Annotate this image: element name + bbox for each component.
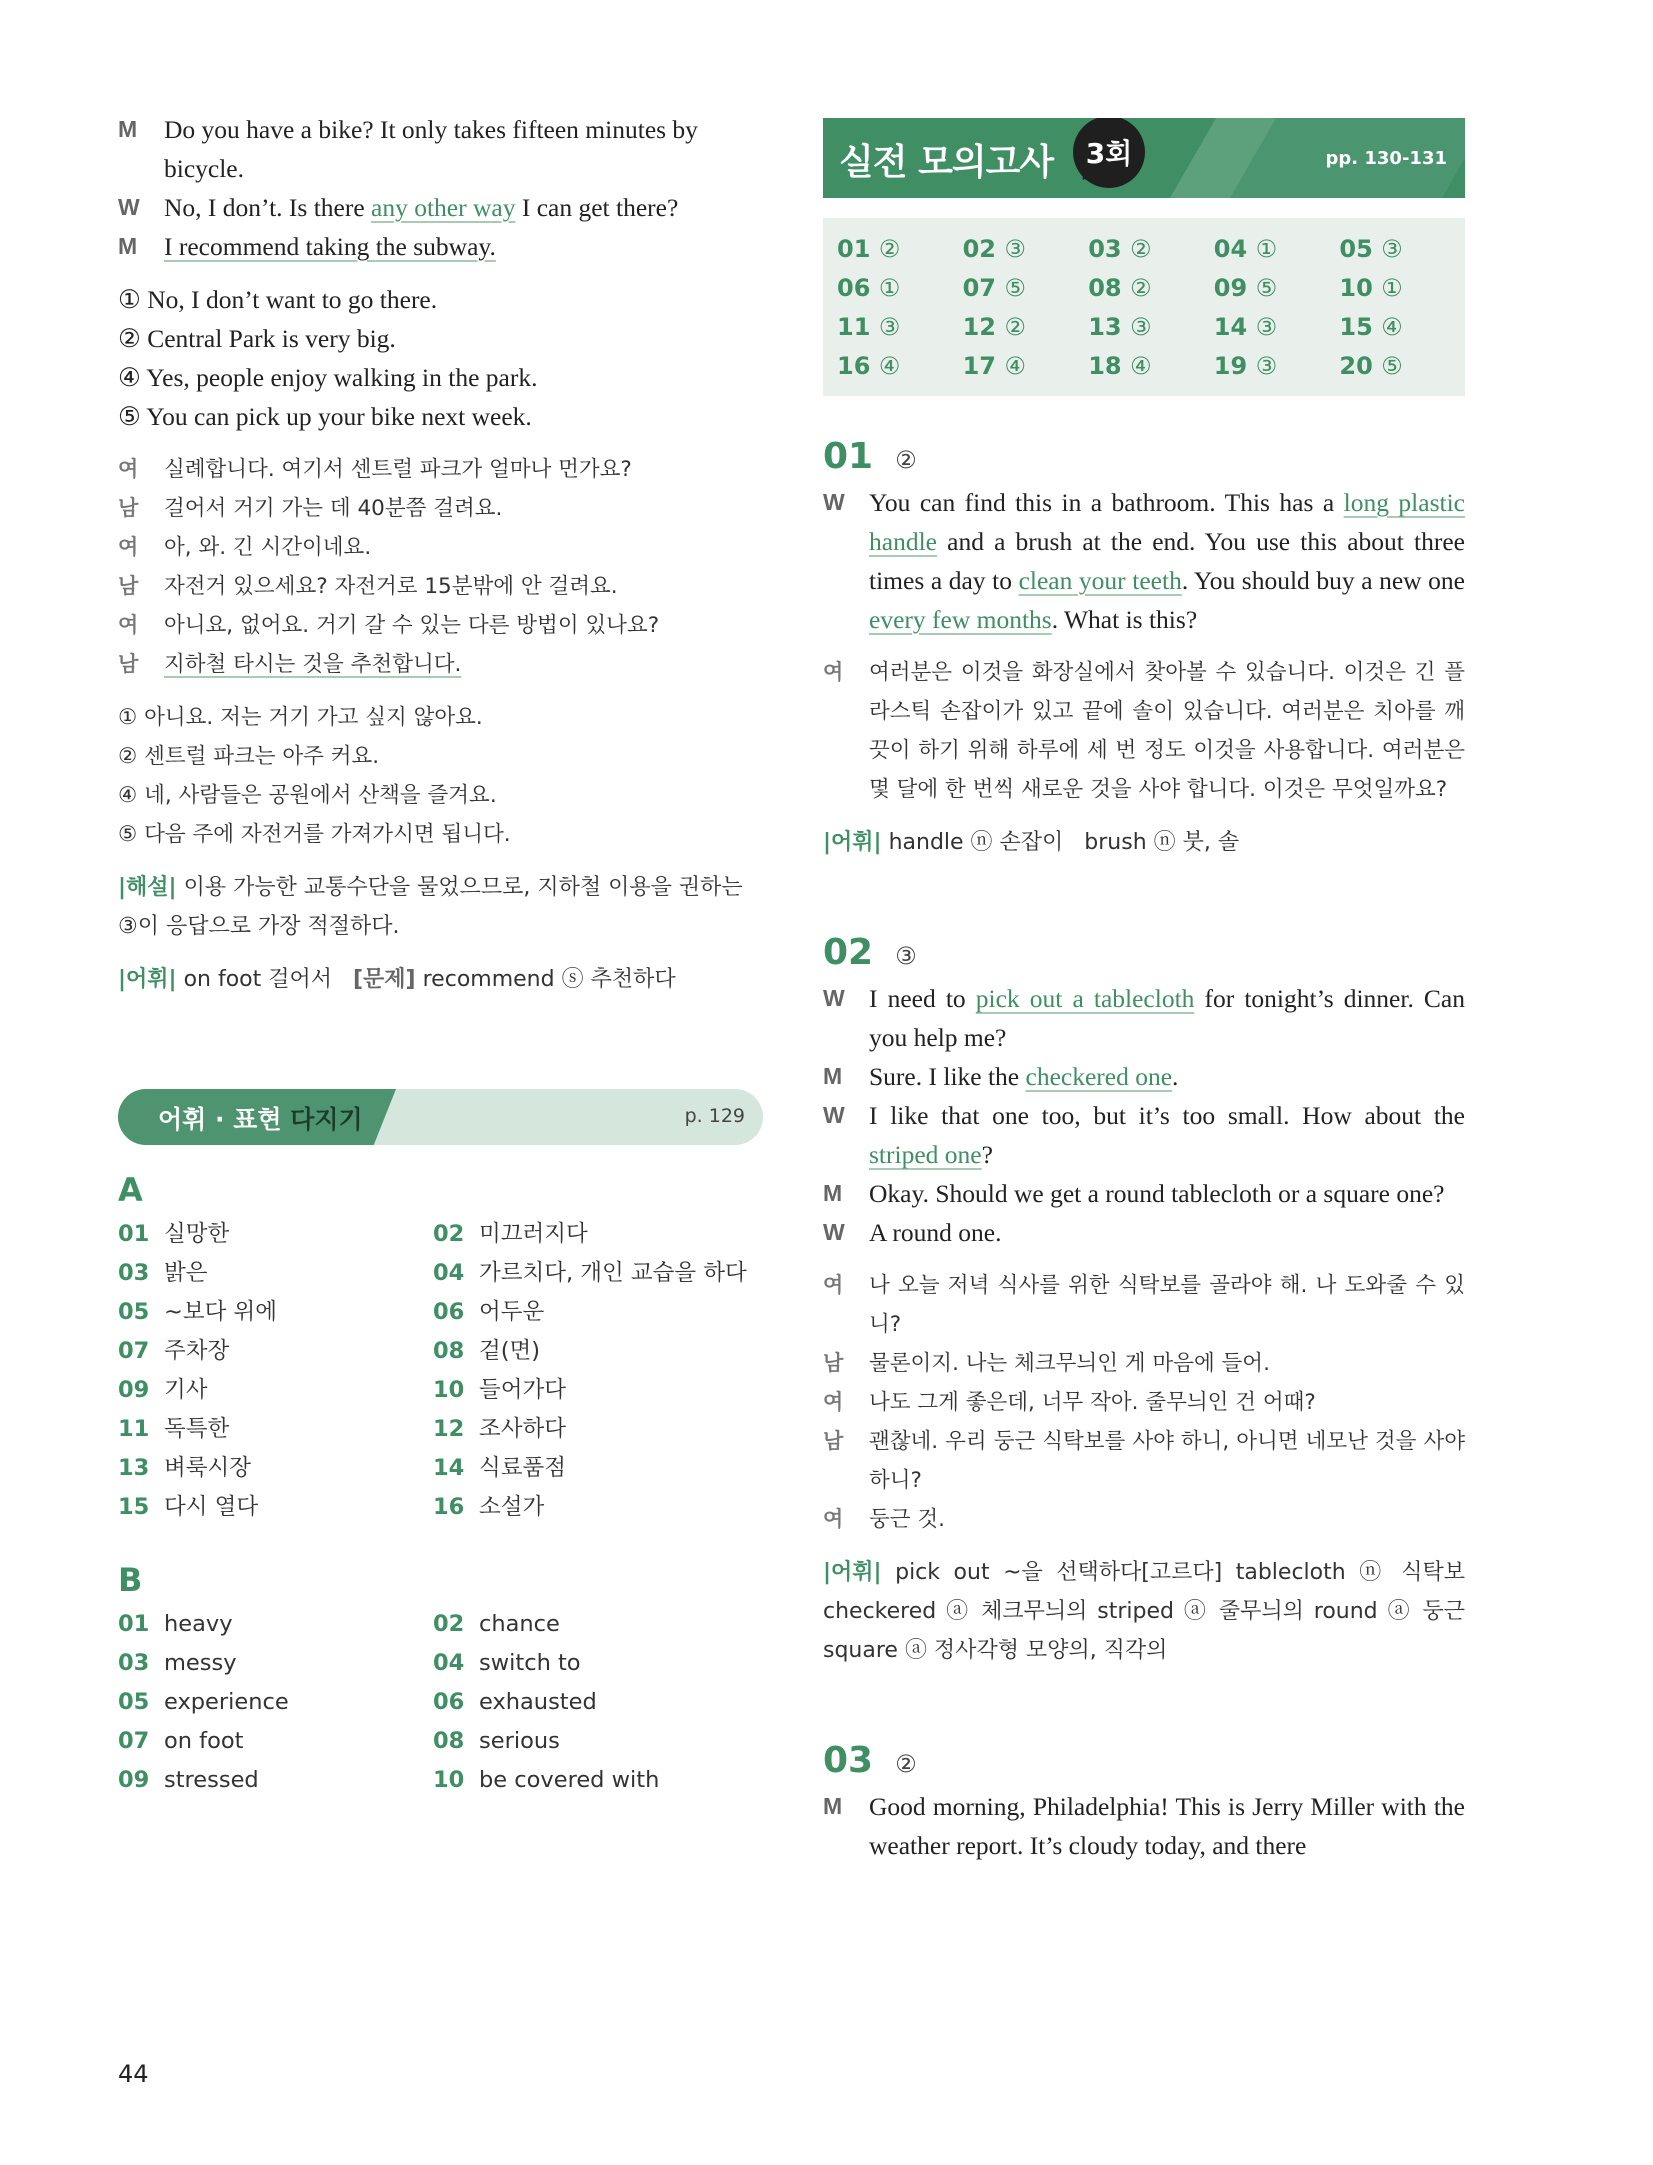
vocab-number: 03 bbox=[118, 1260, 150, 1286]
vocab-word: 식료품점 bbox=[479, 1455, 566, 1481]
option-item: ② 센트럴 파크는 아주 커요. bbox=[118, 744, 380, 769]
answer-number: 01 bbox=[837, 235, 879, 263]
speaker-label: M bbox=[823, 1793, 843, 1819]
q-prev-korean-options bbox=[118, 698, 763, 854]
underlined-phrase: pick out a tablecloth bbox=[975, 984, 1195, 1013]
dialogue-line bbox=[823, 483, 1465, 639]
vocab-number: 07 bbox=[118, 1728, 150, 1754]
answer-item bbox=[1088, 308, 1214, 347]
answer-item bbox=[837, 347, 963, 386]
answer-choice: ③ bbox=[1255, 352, 1278, 380]
explanation bbox=[118, 868, 763, 946]
vocab-number: 05 bbox=[118, 1689, 150, 1715]
answer-choice: ② bbox=[1129, 235, 1152, 263]
dialogue-text bbox=[869, 979, 1465, 1057]
dialogue-text bbox=[164, 227, 763, 266]
answer-choice: ⑤ bbox=[1255, 274, 1278, 302]
vocab-word: 들어가다 bbox=[479, 1377, 566, 1403]
q02-header bbox=[823, 932, 1465, 973]
dialogue-text bbox=[869, 483, 1465, 639]
korean-text: 자전거 있으세요? 자전거로 15분밖에 안 걸려요. bbox=[164, 574, 618, 599]
speaker-label: 여 bbox=[823, 1507, 844, 1531]
answer-number: 15 bbox=[1339, 313, 1382, 341]
speaker-label: 남 bbox=[823, 1429, 844, 1453]
text-run: No, I don’t. Is there bbox=[164, 193, 372, 222]
vocab-item bbox=[433, 1332, 763, 1371]
option-item: ① No, I don’t want to go there. bbox=[118, 285, 438, 314]
answer-choice: ① bbox=[1255, 235, 1278, 263]
answer-key bbox=[823, 218, 1465, 396]
answer-number: 02 bbox=[962, 235, 1005, 263]
vocab-word: 가르치다, 개인 교습을 하다 bbox=[479, 1260, 747, 1286]
korean-text: 아, 와. 긴 시간이네요. bbox=[164, 535, 372, 560]
dialogue-line bbox=[823, 1057, 1465, 1096]
q01-number: 01 bbox=[823, 436, 874, 477]
speaker-label: 남 bbox=[118, 574, 139, 598]
answer-item bbox=[1339, 347, 1465, 386]
answer-item bbox=[1339, 269, 1465, 308]
text-run: . What is this? bbox=[1051, 605, 1198, 634]
text-run: Sure. I like the bbox=[869, 1062, 1026, 1091]
speaker-label: M bbox=[823, 1063, 843, 1089]
underlined-phrase: any other way bbox=[371, 193, 516, 222]
vocab-number: 14 bbox=[433, 1455, 465, 1481]
vocab-number: 10 bbox=[433, 1377, 465, 1403]
dialogue-text bbox=[869, 1096, 1465, 1174]
answer-item bbox=[1339, 230, 1465, 269]
page-number: 44 bbox=[118, 2060, 149, 2088]
option-item: ⑤ You can pick up your bike next week. bbox=[118, 402, 532, 431]
answer-choice: ④ bbox=[1129, 352, 1152, 380]
vocab-item bbox=[433, 1410, 763, 1449]
answer-item bbox=[1088, 230, 1214, 269]
vocab-number: 06 bbox=[433, 1299, 465, 1325]
underlined-phrase: striped one bbox=[869, 1140, 982, 1169]
korean-line bbox=[823, 1344, 1465, 1383]
vocab-item bbox=[433, 1605, 763, 1644]
answer-number: 18 bbox=[1088, 352, 1130, 380]
korean-line bbox=[823, 1422, 1465, 1500]
dialogue-line bbox=[823, 1174, 1465, 1213]
vocab-number: 04 bbox=[433, 1260, 465, 1286]
speaker-label: W bbox=[823, 489, 845, 515]
q-prev-dialogue bbox=[118, 110, 763, 266]
q01-answer: ② bbox=[895, 446, 917, 474]
vocab-note bbox=[118, 960, 763, 999]
text-run: I recommend taking the subway. bbox=[164, 232, 496, 261]
q02-vocab: |어휘| pick out ~을 선택하다[고르다] tablecloth ⓝ 식탁보 checkered ⓐ 체크무늬의 striped ⓐ 줄무늬의 round ⓐ 둥근 square ⓐ 정사각형 모양의, 직각의 bbox=[823, 1560, 1466, 1663]
korean-text: 나도 그게 좋은데, 너무 작아. 줄무늬인 건 어때? bbox=[869, 1390, 1316, 1415]
answer-item bbox=[963, 347, 1089, 386]
answer-item bbox=[837, 230, 963, 269]
q01-vocab: |어휘| handle ⓝ 손잡이 brush ⓝ 붓, 솔 bbox=[823, 830, 1240, 855]
answer-number: 03 bbox=[1088, 235, 1130, 263]
vocab-word: messy bbox=[164, 1650, 237, 1676]
dialogue-line bbox=[118, 188, 763, 227]
answer-item bbox=[1214, 347, 1340, 386]
q02-answer: ③ bbox=[895, 942, 917, 970]
vocab-review-page: p. 129 bbox=[684, 1105, 745, 1127]
q03-dialogue bbox=[823, 1787, 1465, 1865]
speaker-label: W bbox=[823, 985, 845, 1011]
section-a-letter: A bbox=[118, 1171, 143, 1209]
vocab-text2: recommend ⓢ 추천하다 bbox=[422, 967, 676, 992]
answer-choice: ② bbox=[878, 235, 901, 263]
answer-number: 16 bbox=[837, 352, 879, 380]
dialogue-text bbox=[164, 188, 763, 227]
vocab-word: 소설가 bbox=[479, 1494, 545, 1520]
answer-choice: ② bbox=[1129, 274, 1152, 302]
answer-choice: ② bbox=[1004, 313, 1026, 341]
vocab-number: 09 bbox=[118, 1767, 150, 1793]
answer-number: 20 bbox=[1339, 352, 1382, 380]
text-run: I like that one too, but it’s too small. How about the bbox=[869, 1101, 1465, 1130]
vocab-number: 02 bbox=[433, 1221, 465, 1247]
korean-line bbox=[823, 1500, 1465, 1539]
vocab-number: 01 bbox=[118, 1221, 150, 1247]
korean-line bbox=[823, 1383, 1465, 1422]
dialogue-line bbox=[823, 979, 1465, 1057]
vocab-item bbox=[433, 1722, 763, 1761]
vocab-item bbox=[118, 1683, 433, 1722]
dialogue-line bbox=[823, 1213, 1465, 1252]
answer-number: 08 bbox=[1088, 274, 1130, 302]
q02-number: 02 bbox=[823, 932, 874, 973]
vocab-word: serious bbox=[479, 1728, 560, 1754]
speaker-label: 여 bbox=[823, 660, 844, 684]
q01-dialogue bbox=[823, 483, 1465, 639]
vocab-word: 실망한 bbox=[164, 1221, 230, 1247]
vocab-number: 06 bbox=[433, 1689, 465, 1715]
vocab-word: 다시 열다 bbox=[164, 1494, 259, 1520]
answer-item bbox=[1214, 230, 1340, 269]
speaker-label: M bbox=[118, 116, 138, 142]
vocab-item bbox=[118, 1371, 433, 1410]
answer-choice: ① bbox=[1381, 274, 1403, 302]
right-column bbox=[823, 118, 1465, 1865]
q02-dialogue bbox=[823, 979, 1465, 1252]
underlined-phrase: every few months bbox=[869, 605, 1052, 634]
vocab-word: 겉(면) bbox=[479, 1338, 541, 1364]
vocab-item bbox=[433, 1683, 763, 1722]
vocab-word: 조사하다 bbox=[479, 1416, 566, 1442]
dialogue-text bbox=[869, 1174, 1465, 1213]
text-run: ? bbox=[981, 1140, 993, 1169]
vocab-word: on foot bbox=[164, 1728, 244, 1754]
explanation-text: 이용 가능한 교통수단을 물었으므로, 지하철 이용을 권하는 ③이 응답으로 가장 적절하다. bbox=[118, 875, 743, 939]
text-run: and a brush at the end. You use this about three times a day to bbox=[869, 527, 1465, 595]
vocab-word: 미끄러지다 bbox=[479, 1221, 588, 1247]
answer-number: 12 bbox=[962, 313, 1005, 341]
korean-line bbox=[118, 567, 763, 606]
vocab-item bbox=[118, 1761, 433, 1800]
text-run: A round one. bbox=[869, 1218, 1002, 1247]
vocab-number: 12 bbox=[433, 1416, 465, 1442]
answer-item bbox=[1088, 269, 1214, 308]
speaker-label: 여 bbox=[823, 1273, 844, 1297]
q03-number: 03 bbox=[823, 1740, 874, 1781]
section-b-grid bbox=[118, 1605, 763, 1800]
vocab-item bbox=[118, 1293, 433, 1332]
text-run: Do you have a bike? It only takes fifteen minutes by bicycle. bbox=[164, 115, 698, 183]
q-prev-options bbox=[118, 280, 763, 436]
korean-line bbox=[118, 450, 763, 489]
answer-choice: ③ bbox=[1129, 313, 1152, 341]
vocab-item bbox=[433, 1293, 763, 1332]
vocab-item bbox=[118, 1722, 433, 1761]
dialogue-text bbox=[869, 1787, 1465, 1865]
dialogue-text bbox=[164, 110, 763, 188]
vocab-number: 05 bbox=[118, 1299, 150, 1325]
answer-item bbox=[1214, 269, 1340, 308]
answer-choice: ④ bbox=[1004, 352, 1026, 380]
korean-text: 아니요, 없어요. 거기 갈 수 있는 다른 방법이 있나요? bbox=[164, 613, 660, 638]
answer-choice: ③ bbox=[1004, 235, 1026, 263]
korean-text: 괜찮네. 우리 둥근 식탁보를 사야 하니, 아니면 네모난 것을 사야 하니? bbox=[869, 1429, 1465, 1493]
vocab-word: chance bbox=[479, 1611, 560, 1637]
korean-line bbox=[823, 653, 1465, 809]
vocab-word: 어두운 bbox=[479, 1299, 545, 1325]
vocab-item bbox=[433, 1371, 763, 1410]
dialogue-line bbox=[118, 110, 763, 188]
dialogue-text bbox=[869, 1057, 1465, 1096]
vocab-word: ~보다 위에 bbox=[164, 1299, 277, 1325]
answer-number: 06 bbox=[837, 274, 879, 302]
answer-number: 13 bbox=[1088, 313, 1130, 341]
vocab-item bbox=[118, 1215, 433, 1254]
speaker-label: 여 bbox=[118, 457, 139, 481]
speaker-label: W bbox=[823, 1219, 845, 1245]
korean-line bbox=[118, 528, 763, 567]
vocab-item bbox=[118, 1332, 433, 1371]
option-item: ① 아니요. 저는 거기 가고 싶지 않아요. bbox=[118, 705, 483, 730]
vocab-review-title: 어휘 · 표현 다지기 bbox=[158, 1105, 363, 1134]
vocab-text: on foot 걸어서 bbox=[183, 967, 333, 992]
text-run: for tonight’s dinner. Can you help me? bbox=[869, 984, 1466, 1052]
vocab-number: 02 bbox=[433, 1611, 465, 1637]
vocab-word: experience bbox=[164, 1689, 289, 1715]
speaker-label: M bbox=[118, 233, 138, 259]
korean-text: 물론이지. 나는 체크무늬인 게 마음에 들어. bbox=[869, 1351, 1270, 1376]
option-item: ④ Yes, people enjoy walking in the park. bbox=[118, 363, 538, 392]
answer-choice: ③ bbox=[1255, 313, 1278, 341]
vocab-item bbox=[118, 1644, 433, 1683]
section-b-letter: B bbox=[118, 1561, 143, 1599]
practice-test-title: 실전 모의고사 bbox=[839, 142, 1054, 183]
q03-answer: ② bbox=[895, 1750, 917, 1778]
vocab-word: 독특한 bbox=[164, 1416, 230, 1442]
vocab-item bbox=[433, 1644, 763, 1683]
vocab-number: 07 bbox=[118, 1338, 150, 1364]
vocab-number: 03 bbox=[118, 1650, 150, 1676]
speaker-label: 여 bbox=[118, 613, 139, 637]
q01-header bbox=[823, 436, 1465, 477]
korean-text: 실례합니다. 여기서 센트럴 파크가 얼마나 먼가요? bbox=[164, 457, 632, 482]
answer-item bbox=[963, 269, 1089, 308]
answer-choice: ① bbox=[878, 274, 901, 302]
option-item: ② Central Park is very big. bbox=[118, 324, 396, 353]
underlined-phrase: checkered one bbox=[1025, 1062, 1173, 1091]
answer-number: 07 bbox=[962, 274, 1005, 302]
vocab-number: 08 bbox=[433, 1338, 465, 1364]
vocab-item bbox=[118, 1488, 433, 1527]
vocab-word: exhausted bbox=[479, 1689, 597, 1715]
dialogue-line bbox=[823, 1787, 1465, 1865]
korean-line bbox=[118, 606, 763, 645]
vocab-number: 15 bbox=[118, 1494, 150, 1520]
vocab-item bbox=[433, 1449, 763, 1488]
answer-item bbox=[963, 308, 1089, 347]
text-run: I can get there? bbox=[515, 193, 679, 222]
vocab-item bbox=[118, 1410, 433, 1449]
vocab-number: 09 bbox=[118, 1377, 150, 1403]
vocab-number: 11 bbox=[118, 1416, 150, 1442]
vocab-item bbox=[118, 1449, 433, 1488]
vocab-number: 01 bbox=[118, 1611, 150, 1637]
korean-text: 걸어서 거기 가는 데 40분쯤 걸려요. bbox=[164, 496, 503, 521]
vocab-tag: |어휘| bbox=[118, 967, 177, 992]
section-a-grid bbox=[118, 1215, 763, 1527]
korean-text: 둥근 것. bbox=[869, 1507, 945, 1532]
vocab-item bbox=[118, 1254, 433, 1293]
q03-header bbox=[823, 1740, 1465, 1781]
answer-number: 14 bbox=[1213, 313, 1256, 341]
speaker-label: 남 bbox=[118, 652, 139, 676]
text-run: . bbox=[1172, 1062, 1179, 1091]
answer-number: 05 bbox=[1339, 235, 1382, 263]
korean-text: 지하철 타시는 것을 추천합니다. bbox=[164, 652, 462, 677]
answer-item bbox=[837, 269, 963, 308]
answer-item bbox=[837, 308, 963, 347]
left-column bbox=[118, 110, 763, 1800]
answer-number: 17 bbox=[962, 352, 1005, 380]
speaker-label: M bbox=[823, 1180, 843, 1206]
vocab-item bbox=[118, 1605, 433, 1644]
vocab-number: 16 bbox=[433, 1494, 465, 1520]
answer-number: 10 bbox=[1339, 274, 1382, 302]
speaker-label: 남 bbox=[118, 496, 139, 520]
practice-test-banner bbox=[823, 118, 1465, 198]
text-run: Good morning, Philadelphia! This is Jerry Miller with the weather report. It’s cloudy today, and there bbox=[869, 1792, 1465, 1860]
answer-number: 19 bbox=[1213, 352, 1256, 380]
korean-text: 여러분은 이것을 화장실에서 찾아볼 수 있습니다. 이것은 긴 플라스틱 손잡이가 있고 끝에 솔이 있습니다. 여러분은 치아를 깨끗이 하기 위해 하루에 세 번 정도 이것을 사용합니다. 여러분은 몇 달에 한 번씩 새로운 것을 사야 합니다. 이것은 무엇일까요? bbox=[869, 660, 1465, 802]
answer-item bbox=[1339, 308, 1465, 347]
answer-choice: ④ bbox=[878, 352, 901, 380]
text-run: You can find this in a bathroom. This has a bbox=[869, 488, 1344, 517]
vocab-number: 13 bbox=[118, 1455, 150, 1481]
text-run: Okay. Should we get a round tablecloth or a square one? bbox=[869, 1179, 1445, 1208]
vocab-item bbox=[433, 1488, 763, 1527]
answer-number: 04 bbox=[1213, 235, 1256, 263]
option-item: ④ 네, 사람들은 공원에서 산책을 즐겨요. bbox=[118, 783, 497, 808]
vocab-tag2: [문제] bbox=[353, 967, 416, 992]
vocab-word: heavy bbox=[164, 1611, 233, 1637]
q02-korean-dialogue bbox=[823, 1266, 1465, 1539]
answer-item bbox=[1088, 347, 1214, 386]
vocab-word: 밝은 bbox=[164, 1260, 208, 1286]
vocab-number: 10 bbox=[433, 1767, 465, 1793]
answer-item bbox=[1214, 308, 1340, 347]
option-item: ⑤ 다음 주에 자전거를 가져가시면 됩니다. bbox=[118, 822, 511, 847]
dialogue-line bbox=[823, 1096, 1465, 1174]
vocab-number: 08 bbox=[433, 1728, 465, 1754]
speaker-label: 여 bbox=[118, 535, 139, 559]
q-prev-korean-dialogue bbox=[118, 450, 763, 684]
underlined-phrase: long plastic handle bbox=[869, 488, 1465, 556]
speaker-label: 여 bbox=[823, 1390, 844, 1414]
vocab-item bbox=[433, 1761, 763, 1800]
text-run: . You should buy a new one bbox=[1181, 566, 1466, 595]
dialogue-text bbox=[869, 1213, 1465, 1252]
round-label: 3회 bbox=[1085, 137, 1133, 170]
answer-number: 11 bbox=[837, 313, 879, 341]
q01-korean-dialogue bbox=[823, 653, 1465, 809]
answer-number: 09 bbox=[1213, 274, 1256, 302]
speaker-label: W bbox=[118, 194, 140, 220]
answer-choice: ③ bbox=[878, 313, 901, 341]
vocab-word: switch to bbox=[479, 1650, 581, 1676]
text-run: I need to bbox=[869, 984, 976, 1013]
answer-choice: ④ bbox=[1381, 313, 1403, 341]
vocab-item bbox=[433, 1215, 763, 1254]
explanation-tag: |해설| bbox=[118, 875, 177, 900]
vocab-word: 주차장 bbox=[164, 1338, 230, 1364]
vocab-word: 벼룩시장 bbox=[164, 1455, 251, 1481]
vocab-item bbox=[433, 1254, 763, 1293]
korean-line bbox=[823, 1266, 1465, 1344]
vocab-word: stressed bbox=[164, 1767, 259, 1793]
vocab-word: be covered with bbox=[479, 1767, 660, 1793]
practice-test-pages: pp. 130-131 bbox=[1325, 148, 1447, 169]
vocab-number: 04 bbox=[433, 1650, 465, 1676]
answer-choice: ⑤ bbox=[1004, 274, 1026, 302]
korean-line bbox=[118, 489, 763, 528]
underlined-phrase: clean your teeth bbox=[1018, 566, 1182, 595]
korean-line bbox=[118, 645, 763, 684]
answer-choice: ⑤ bbox=[1381, 352, 1403, 380]
vocab-word: 기사 bbox=[164, 1377, 208, 1403]
speaker-label: 남 bbox=[823, 1351, 844, 1375]
answer-item bbox=[963, 230, 1089, 269]
vocab-review-banner bbox=[118, 1089, 763, 1145]
answer-choice: ③ bbox=[1381, 235, 1403, 263]
dialogue-line bbox=[118, 227, 763, 266]
korean-text: 나 오늘 저녁 식사를 위한 식탁보를 골라야 해. 나 도와줄 수 있니? bbox=[869, 1273, 1465, 1337]
speaker-label: W bbox=[823, 1102, 845, 1128]
